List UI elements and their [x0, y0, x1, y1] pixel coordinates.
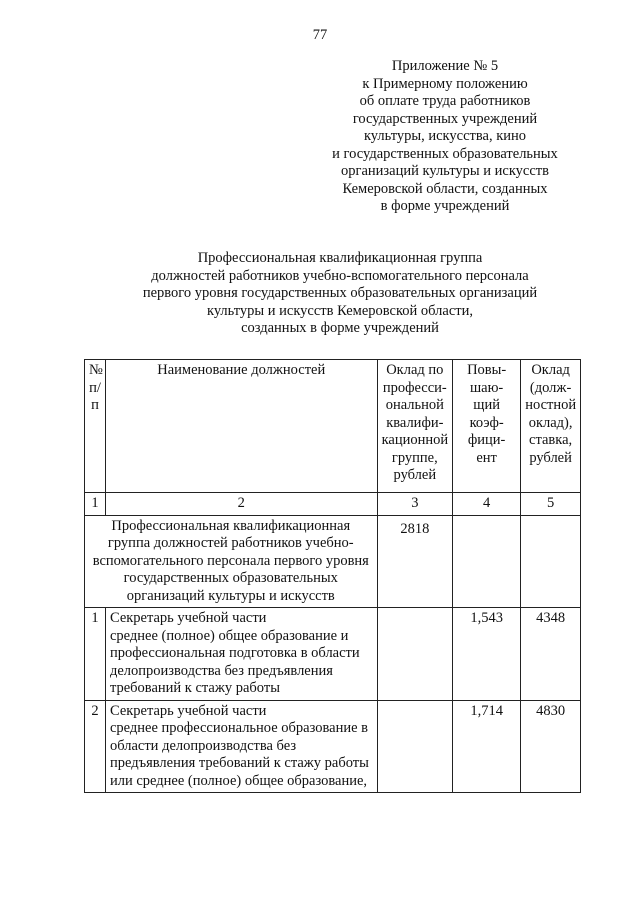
header-line: шаю- [470, 379, 504, 396]
position-title: Секретарь учебной части [109, 610, 267, 626]
appendix-line: в форме учреждений [380, 198, 510, 214]
header-line: п/п [89, 379, 101, 413]
heading-line: культуры и искусств Кемеровской области, [206, 302, 473, 319]
appendix-line: Приложение № 5 [391, 58, 499, 74]
position-requirements: среднее (полное) общее образование и профессиональная подготовка в области делопроизводства без предъявления требований к стажу работы [109, 627, 360, 696]
position-cell [105, 608, 377, 701]
column-number: 2 [105, 493, 377, 516]
header-line: Оклад по [386, 362, 444, 378]
row-final-salary: 4830 [521, 700, 581, 793]
group-final-empty [521, 515, 581, 608]
row-salary-empty [377, 700, 453, 793]
header-line: ставка, [529, 432, 573, 448]
header-coef [453, 360, 521, 493]
column-number: 5 [521, 493, 581, 516]
position-cell [105, 700, 377, 793]
heading-line: должностей работников учебно-вспомогательного персонала [151, 267, 529, 284]
row-final-salary: 4348 [521, 608, 581, 701]
header-final [521, 360, 581, 493]
column-number: 3 [377, 493, 453, 516]
appendix-line: и государственных образовательных [332, 145, 558, 162]
header-line: квалифи- [386, 414, 444, 431]
header-line: Оклад [531, 362, 570, 378]
header-line: кационной [381, 432, 449, 448]
header-line: Повы- [467, 362, 507, 378]
header-line: фици- [467, 432, 506, 448]
row-number: 2 [85, 700, 106, 793]
header-line: (долж- [529, 379, 572, 396]
header-line: группе, [391, 449, 438, 466]
row-number: 1 [85, 608, 106, 701]
column-number-row [85, 493, 581, 516]
appendix-line: к Примерному положению [362, 75, 528, 92]
row-coef: 1,714 [453, 700, 521, 793]
heading-line: первого уровня государственных образовательных организаций [142, 285, 538, 301]
appendix-line: культуры, искусства, кино [363, 128, 527, 144]
appendix-reference [310, 58, 580, 216]
table-row [85, 608, 581, 701]
header-num [85, 360, 106, 493]
appendix-line: организаций культуры и искусств [341, 163, 549, 179]
header-line: рублей [529, 449, 572, 466]
page-number: 77 [312, 27, 328, 43]
position-requirements: среднее профессиональное образование в области делопроизводства без предъявления требований к стажу работы или среднее (полное) общее образование, [109, 720, 369, 789]
header-line: коэф- [469, 414, 504, 431]
header-salary [377, 360, 453, 493]
heading-line: Профессиональная квалификационная группа [197, 250, 483, 266]
appendix-line: об оплате труда работников [359, 93, 531, 109]
group-coef-empty [453, 515, 521, 608]
header-line: № [89, 362, 103, 378]
row-salary-empty [377, 608, 453, 701]
header-line: рублей [393, 467, 437, 483]
table-header-row [85, 360, 581, 493]
column-number: 1 [85, 493, 106, 516]
salary-table [84, 359, 581, 793]
table-row [85, 700, 581, 793]
appendix-line: Кемеровской области, созданных [342, 180, 548, 197]
header-name: Наименование должностей [105, 360, 377, 493]
header-line: щий [473, 397, 500, 413]
header-line: ент [476, 449, 497, 466]
header-line: ональной [385, 397, 444, 413]
position-title: Секретарь учебной части [109, 702, 267, 719]
group-name: Профессиональная квалификационная группа должностей работников учебно-вспомогательного персонала первого уровня государственных образовательных организаций культуры и искусств [85, 515, 378, 608]
column-number: 4 [453, 493, 521, 516]
header-line: професси- [382, 379, 447, 396]
group-salary: 2818 [377, 515, 453, 608]
document-heading [60, 250, 620, 338]
appendix-line: государственных учреждений [352, 110, 538, 127]
header-line: оклад), [528, 414, 573, 431]
header-line: ностной [525, 397, 577, 413]
row-coef: 1,543 [453, 608, 521, 701]
group-row [85, 515, 581, 608]
heading-line: созданных в форме учреждений [241, 320, 439, 336]
